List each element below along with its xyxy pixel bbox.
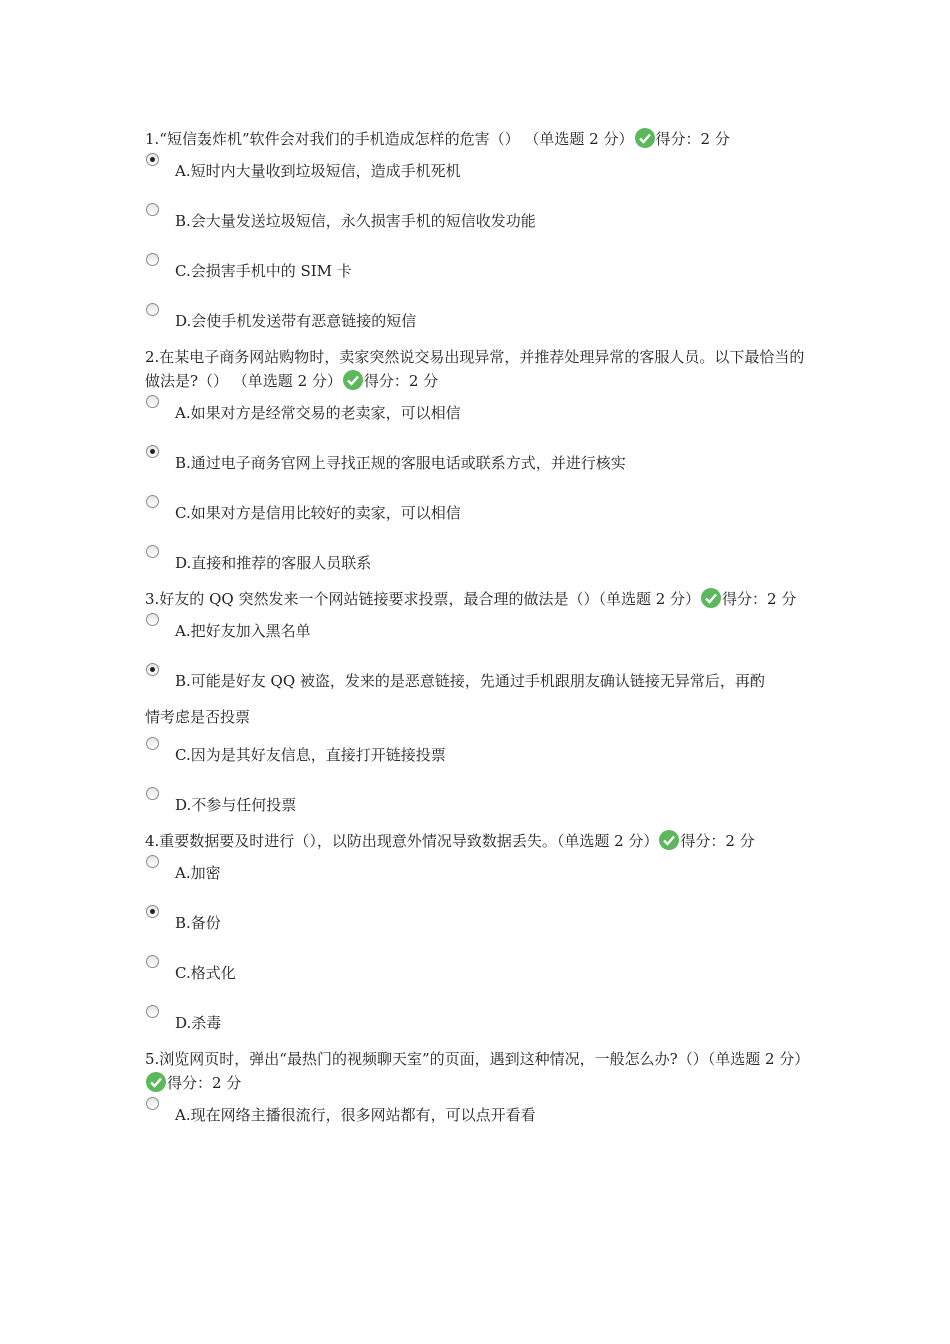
radio-button[interactable] — [146, 1097, 159, 1110]
option-b[interactable] — [145, 201, 810, 251]
option-label: C.如果对方是信用比较好的卖家，可以相信 — [175, 504, 461, 522]
option-b[interactable] — [145, 903, 810, 953]
radio-button[interactable] — [146, 855, 159, 868]
option-b-continuation: 情考虑是否投票 — [145, 708, 251, 726]
question-2 — [145, 345, 810, 587]
option-a[interactable] — [145, 151, 810, 201]
option-a[interactable] — [145, 1095, 810, 1145]
radio-button[interactable] — [146, 253, 159, 266]
question-text: 3.好友的 QQ 突然发来一个网站链接要求投票，最合理的做法是（）（单选题 2 分） — [145, 590, 701, 608]
radio-button[interactable] — [146, 395, 159, 408]
option-c[interactable] — [145, 251, 810, 301]
radio-button[interactable] — [146, 495, 159, 508]
quiz-document — [145, 125, 810, 1145]
score-text: 得分：2 分 — [722, 590, 797, 608]
option-a[interactable] — [145, 393, 810, 443]
radio-button[interactable] — [146, 905, 159, 918]
radio-button[interactable] — [146, 303, 159, 316]
option-d[interactable] — [145, 785, 810, 829]
question-3 — [145, 587, 810, 829]
option-label: D.杀毒 — [175, 1014, 222, 1032]
check-icon — [635, 128, 655, 148]
option-a[interactable] — [145, 611, 810, 661]
option-label: C.会损害手机中的 SIM 卡 — [175, 262, 352, 280]
score-text: 得分：2 分 — [655, 130, 730, 148]
radio-button[interactable] — [146, 787, 159, 800]
option-label: A.加密 — [175, 864, 221, 882]
option-label: B.通过电子商务官网上寻找正规的客服电话或联系方式，并进行核实 — [175, 454, 626, 472]
option-label: A.把好友加入黑名单 — [175, 622, 311, 640]
check-icon — [146, 1072, 166, 1092]
question-text: 5.浏览网页时，弹出“最热门的视频聊天室”的页面，遇到这种情况，一般怎么办?（）（单选题 2 分） — [145, 1050, 810, 1068]
question-text: 4.重要数据要及时进行（），以防出现意外情况导致数据丢失。（单选题 2 分） — [145, 832, 659, 850]
option-label: C.格式化 — [175, 964, 236, 982]
check-icon — [659, 830, 679, 850]
score-text: 得分：2 分 — [167, 1074, 242, 1092]
check-icon — [701, 588, 721, 608]
score-text: 得分：2 分 — [363, 372, 439, 390]
option-label: A.短时内大量收到垃圾短信，造成手机死机 — [175, 162, 461, 180]
option-label: D.会使手机发送带有恶意链接的短信 — [175, 312, 417, 330]
radio-button[interactable] — [146, 445, 159, 458]
option-a[interactable] — [145, 853, 810, 903]
radio-button[interactable] — [146, 545, 159, 558]
option-label: A.现在网络主播很流行，很多网站都有，可以点开看看 — [175, 1106, 536, 1124]
score-text: 得分：2 分 — [680, 832, 755, 850]
check-icon — [343, 370, 363, 390]
radio-button[interactable] — [146, 1005, 159, 1018]
question-4 — [145, 829, 810, 1047]
option-label: B.可能是好友 QQ 被盗，发来的是恶意链接，先通过手机跟朋友确认链接无异常后，再酌 — [175, 672, 765, 690]
radio-button[interactable] — [146, 955, 159, 968]
option-c[interactable] — [145, 953, 810, 1003]
question-1 — [145, 127, 810, 345]
question-5 — [145, 1047, 810, 1145]
option-label: A.如果对方是经常交易的老卖家，可以相信 — [175, 404, 461, 422]
radio-button[interactable] — [146, 203, 159, 216]
radio-button[interactable] — [146, 737, 159, 750]
option-c[interactable] — [145, 493, 810, 543]
question-text: 1.“短信轰炸机”软件会对我们的手机造成怎样的危害（） （单选题 2 分） — [145, 130, 634, 148]
option-d[interactable] — [145, 543, 810, 587]
option-c[interactable] — [145, 735, 810, 785]
radio-button[interactable] — [146, 613, 159, 626]
question-text: 2.在某电子商务网站购物时，卖家突然说交易出现异常，并推荐处理异常的客服人员。以下最恰当的做法是?（） （单选题 2 分） — [145, 348, 805, 390]
option-label: B.备份 — [175, 914, 221, 932]
option-label: D.不参与任何投票 — [175, 796, 297, 814]
option-label: B.会大量发送垃圾短信，永久损害手机的短信收发功能 — [175, 212, 536, 230]
option-label: D.直接和推荐的客服人员联系 — [175, 554, 372, 572]
radio-button[interactable] — [146, 663, 159, 676]
option-d[interactable] — [145, 301, 810, 345]
option-d[interactable] — [145, 1003, 810, 1047]
option-label: C.因为是其好友信息，直接打开链接投票 — [175, 746, 446, 764]
option-b[interactable] — [145, 443, 810, 493]
option-b[interactable] — [145, 661, 810, 705]
radio-button[interactable] — [146, 153, 159, 166]
